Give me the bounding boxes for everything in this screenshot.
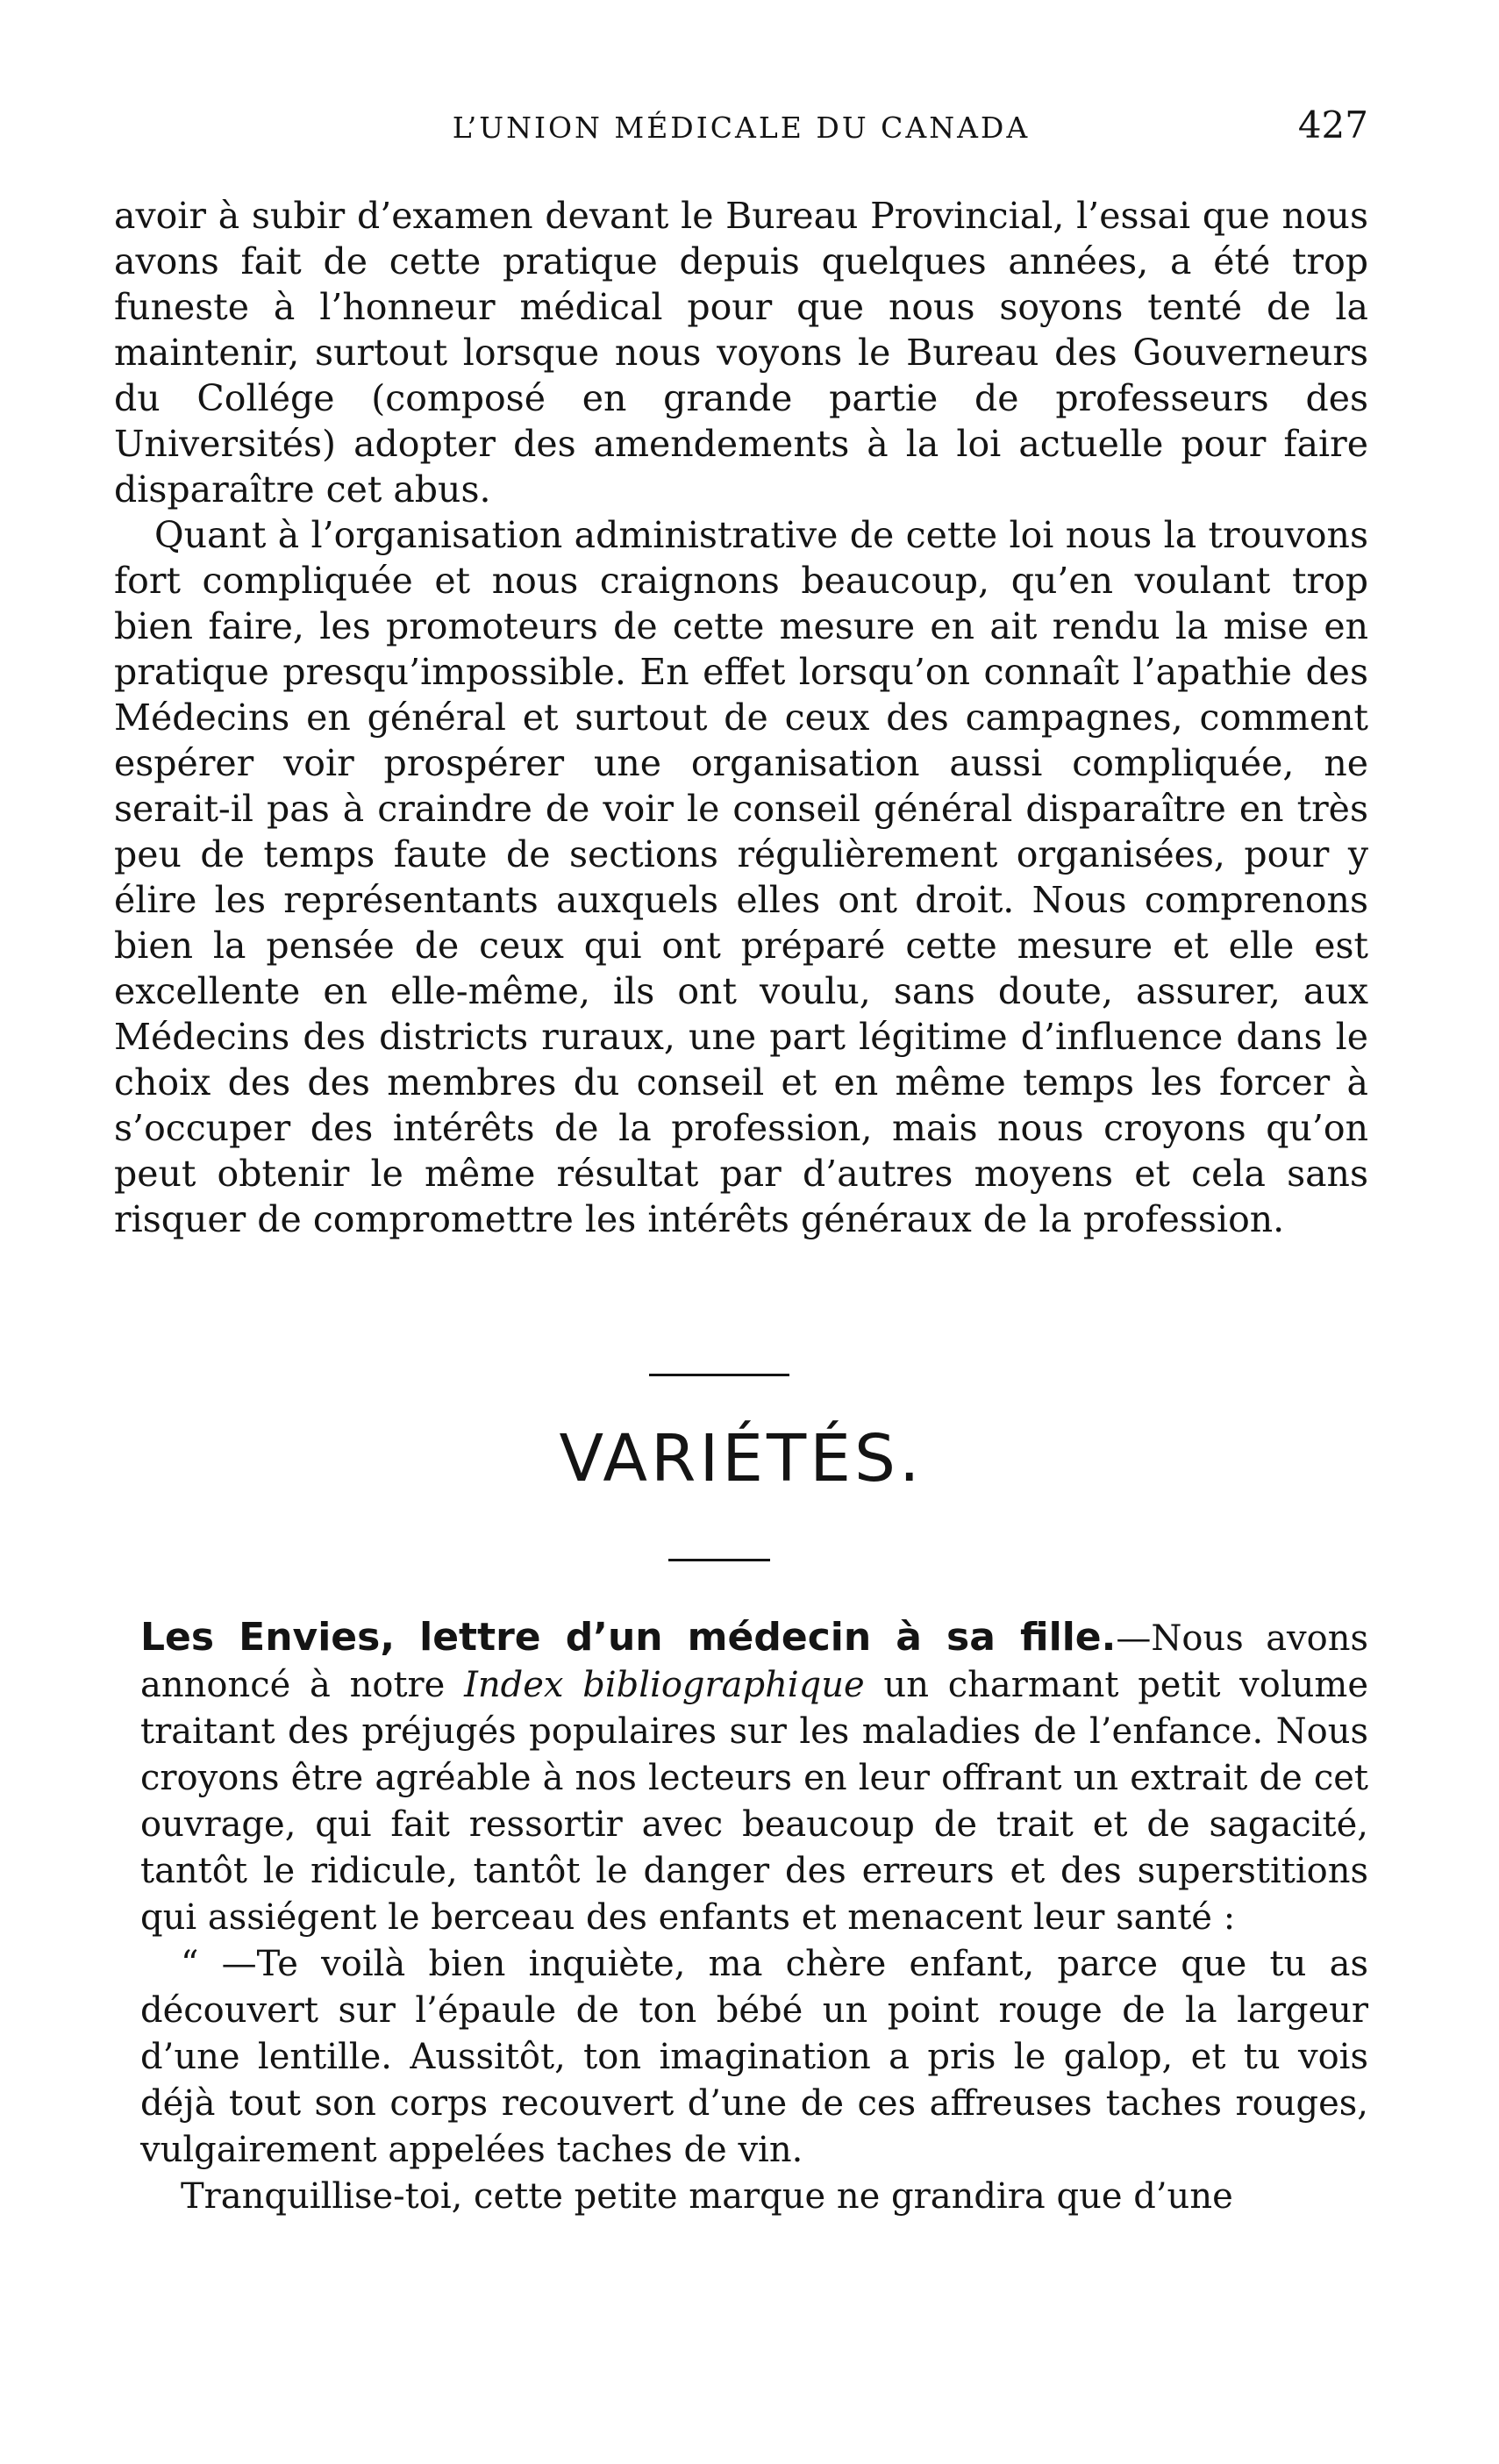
article-intro-start: —Nous avons annoncé à notre — [140, 1618, 1369, 1705]
article — [140, 1614, 1368, 2220]
section-divider-bottom — [668, 1559, 770, 1561]
paragraph-1 — [114, 193, 1368, 512]
page-header — [114, 104, 1368, 156]
paragraph-2 — [114, 512, 1368, 1242]
article-intro — [140, 1614, 1368, 1941]
paragraph-2-text: Quant à l’organisation administrative de cette loi nous la trouvons fort compliquée et nous craignons beaucoup, qu’en voulant trop bien faire, les promoteurs de cette mesure en ait rendu la mise en pratique presqu’impossible. En effet lorsqu’on connaît l’apathie des Médecins en général et surtout de ceux des campagnes, comment espérer voir prospérer une organisation aussi compliquée, ne serait-il pas à craindre de voir le conseil général disparaître en très peu de temps faute de sections régulièrement organisées, pour y élire les représentants auxquels elles ont droit. Nous comprenons bien la pensée de ceux qui ont préparé cette mesure et elle est excellente en elle-même, ils ont voulu, sans doute, assurer, aux Médecins des districts ruraux, une part légitime d’influence dans le choix des des membres du conseil et en même temps les forcer à s’occuper des intérêts de la profession, mais nous croyons qu’on peut obtenir le même résultat par d’autres moyens et cela sans risquer de compromettre les intérêts généraux de la profession. — [114, 514, 1368, 1240]
page-number: 427 — [1297, 104, 1368, 146]
index-reference: Index bibliographique — [464, 1665, 865, 1705]
quote-paragraph-1: “ —Te voilà bien inquiète, ma chère enfant, parce que tu as découvert sur l’épaule de ton bébé un point rouge de la largeur d’une lentille. Aussitôt, ton imagination a pris le galop, et tu vois déjà tout son corps recouvert d’une de ces affreuses taches rouges, vulgairement appelées taches de vin. — [140, 1944, 1368, 2170]
article-intro-rest: un charmant petit volume traitant des préjugés populaires sur les maladies de l’enfance. Nous croyons être agréable à nos lecteurs en leur offrant un extrait de cet ouvrage, qui fait ressortir avec beaucoup de trait et de sagacité, tantôt le ridicule, tantôt le danger des erreurs et des superstitions qui assiégent le berceau des enfants et menacent leur santé : — [140, 1665, 1368, 1938]
quote-paragraph-2: Tranquillise-toi, cette petite marque ne grandira que d’une — [181, 2176, 1233, 2217]
section-title: VARIÉTÉS. — [559, 1421, 924, 1496]
section-divider-top — [649, 1374, 789, 1376]
paragraph-1-text: avoir à subir d’examen devant le Bureau Provincial, l’essai que nous avons fait de cette pratique depuis quelques années, a été trop funeste à l’honneur médical pour que nous soyons tenté de la maintenir, surtout lorsque nous voyons le Bureau des Gouverneurs du Collége (composé en grande partie de professeurs des Universités) adopter des amendements à la loi actuelle pour faire disparaître cet abus. — [114, 195, 1368, 511]
article-title: Les Envies, lettre d’un médecin à sa fille. — [140, 1615, 1117, 1660]
running-head: L’UNION MÉDICALE DU CANADA — [452, 111, 1031, 145]
